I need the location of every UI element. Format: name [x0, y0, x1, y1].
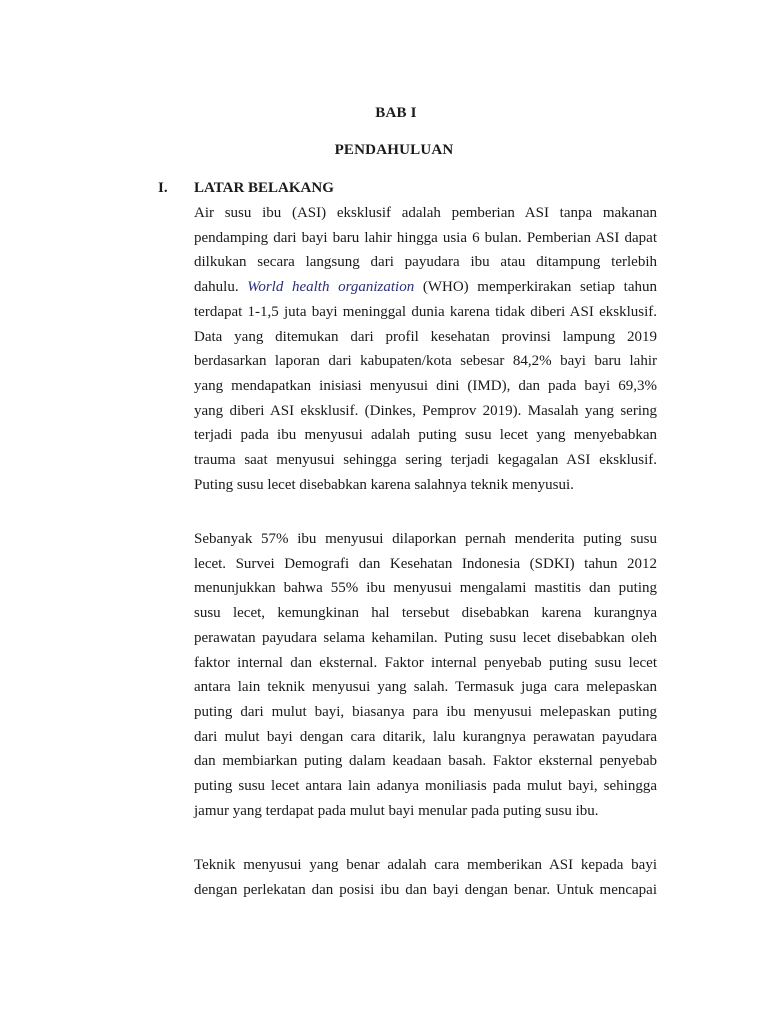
paragraph-line: dengan perlekatan dan posisi ibu dan bayi dengan benar. Untuk mencapai: [194, 881, 657, 898]
chapter-title: PENDAHULUAN: [334, 142, 454, 158]
paragraph-line: dari mulut bayi dengan cara ditarik, lalu kurangnya perawatan payudara: [194, 728, 657, 745]
paragraph-line: puting susu lecet antara lain adanya moniliasis pada mulut bayi, sehingga: [194, 778, 657, 795]
paragraph-line: dilkukan secara langsung dari payudara ibu atau ditampung terlebih: [194, 254, 657, 271]
paragraph-line: Sebanyak 57% ibu menyusui dilaporkan pernah menderita puting susu: [194, 531, 657, 547]
paragraph-line: dan membiarkan puting dalam keadaan basah. Faktor eksternal penyebab: [194, 753, 657, 770]
paragraph-line: pendamping dari bayi baru lahir hingga usia 6 bulan. Pemberian ASI dapat: [194, 229, 657, 246]
paragraph-line: susu lecet, kemungkinan hal tersebut disebabkan karena kurangnya: [194, 605, 657, 622]
paragraph-line: Teknik menyusui yang benar adalah cara memberikan ASI kepada bayi: [194, 857, 657, 873]
paragraph-line: perawatan payudara selama kehamilan. Puting susu lecet disebabkan oleh: [194, 629, 657, 646]
section-number: I.: [158, 180, 168, 196]
paragraph-line: puting dari mulut bayi, biasanya para ibu menyusui melepaskan puting: [194, 703, 657, 720]
paragraph-line: menunjukkan bahwa 55% ibu menyusui mengalami mastitis dan puting: [194, 580, 657, 597]
paragraph-line: terjadi pada ibu menyusui adalah puting susu lecet yang menyebabkan: [194, 427, 657, 444]
paragraph-line: berdasarkan laporan dari kabupaten/kota sebesar 84,2% bayi baru lahir: [194, 353, 657, 370]
chapter-heading: BAB I: [375, 105, 417, 121]
paragraph-line: Data yang ditemukan dari profil kesehatan provinsi lampung 2019: [194, 328, 657, 345]
paragraph-line: Air susu ibu (ASI) eksklusif adalah pemberian ASI tanpa makanan: [194, 205, 657, 221]
paragraph-line: terdapat 1-1,5 juta bayi meninggal dunia karena tidak diberi ASI eksklusif.: [194, 303, 657, 320]
paragraph-line: lecet. Survei Demografi dan Kesehatan Indonesia (SDKI) tahun 2012: [194, 555, 657, 572]
paragraph-line: antara lain teknik menyusui yang salah. Termasuk juga cara melepaskan: [194, 679, 657, 696]
section-title: LATAR BELAKANG: [194, 180, 334, 196]
paragraph-line: yang mendapatkan inisiasi menyusui dini (IMD), dan pada bayi 69,3%: [194, 377, 657, 394]
paragraph-line: jamur yang terdapat pada mulut bayi menular pada puting susu ibu.: [194, 802, 599, 819]
paragraph-1: [194, 201, 657, 497]
italic-term: World health organization: [247, 279, 415, 296]
paragraph-line: faktor internal dan eksternal. Faktor internal penyebab puting susu lecet: [194, 654, 657, 671]
paragraph-line: yang diberi ASI eksklusif. (Dinkes, Pemprov 2019). Masalah yang sering: [194, 402, 657, 419]
paragraph-line: Puting susu lecet disebabkan karena salahnya teknik menyusui.: [194, 476, 574, 493]
line-text: (WHO) memperkirakan setiap tahun: [414, 279, 657, 296]
line-text: dahulu.: [194, 279, 248, 296]
paragraph-3: [194, 853, 657, 902]
paragraph-line-with-term: [194, 275, 657, 300]
paragraph-line: trauma saat menyusui sehingga sering terjadi kegagalan ASI eksklusif.: [194, 452, 657, 469]
paragraph-2: [194, 527, 657, 823]
